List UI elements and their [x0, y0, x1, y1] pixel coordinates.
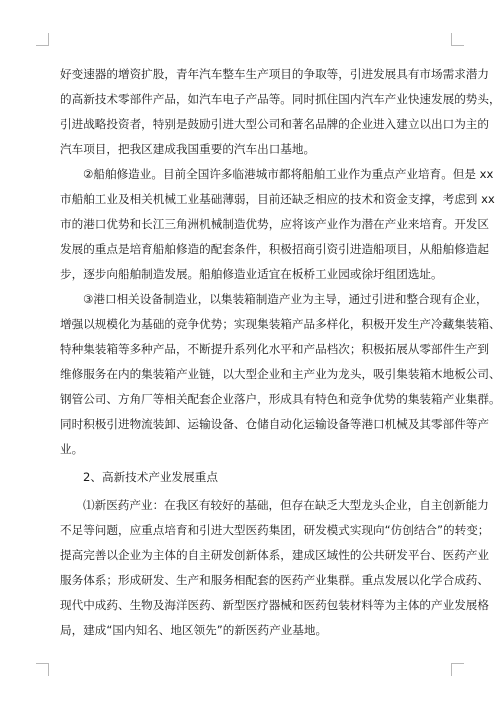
- paragraph-automotive-continuation: [60, 62, 501, 162]
- text-line: 局，建成“国内知名、地区领先”的新医药产业基地。: [60, 623, 328, 637]
- text-line: ③港口相关设备制造业，以集装箱制造产业为主导，通过引进和整合现有企业，: [83, 292, 488, 306]
- text-line: 市船舶工业及相关机械工业基础薄弱，目前还缺乏相应的技术和资金支撑，考虑到 xx: [60, 192, 495, 206]
- paragraph-port-equipment: [60, 287, 501, 462]
- crop-mark-top-right: [451, 33, 464, 46]
- text-line: 提高完善以企业为主体的自主研发创新体系，建成区域性的公共研发平台、医药产业: [60, 548, 489, 562]
- text-line: 不足等问题，应重点培育和引进大型医药集团，研发模式实现向“仿创结合”的转变；: [60, 523, 490, 537]
- text-line: 市的港口优势和长江三角洲机械制造优势，应将该产业作为潜在产业来培育。开发区: [60, 217, 489, 231]
- text-line: 钢管公司、方角厂等相关配套企业落户，形成具有特色和竞争优势的集装箱产业集群。: [60, 392, 501, 406]
- crop-mark-top-left: [36, 33, 49, 46]
- text-line: 引进战略投资者，特别是鼓励引进大型公司和著名品牌的企业进入建立以出口为主的: [60, 117, 489, 131]
- text-line: 特种集装箱等多种产品，不断提升系列化水平和产品档次；积极拓展从零部件生产到: [60, 342, 489, 356]
- text-line: 同时积极引进物流装卸、运输设备、仓储自动化运输设备等港口机械及其零部件等产: [60, 417, 489, 431]
- text-line: 发展的重点是培育船舶修造的配套条件，积极招商引资引进造船项目，从船舶修造起: [60, 242, 489, 256]
- text-line: ⑴新医药产业：在我区有较好的基础，但存在缺乏大型龙头企业，自主创新能力: [83, 498, 489, 512]
- text-line: 服务体系；形成研发、生产和服务相配套的医药产业集群。重点发展以化学合成药、: [60, 573, 489, 587]
- text-line: 维修服务在内的集装箱产业链，以大型企业和主产业为龙头，吸引集装箱木地板公司、: [60, 367, 501, 381]
- text-line: 汽车项目，把我区建成我国重要的汽车出口基地。: [60, 142, 316, 156]
- crop-mark-bottom-left: [36, 663, 49, 676]
- section-heading-hightech: [60, 465, 446, 490]
- text-line: 业。: [60, 442, 84, 456]
- text-line: 好变速器的增资扩股，青年汽车整车生产项目的争取等，引进发展具有市场需求潜力: [60, 67, 489, 81]
- document-body: [60, 62, 501, 643]
- text-line: 步，逐步向船舶制造发展。船舶修造业适宜在板桥工业园或徐圩组团选址。: [60, 267, 443, 281]
- section-heading: 2、高新技术产业发展重点: [83, 470, 218, 484]
- text-line: ②船舶修造业。目前全国许多临港城市都将船舶工业作为重点产业培育。但是 xx: [83, 167, 494, 181]
- text-line: 的高新技术零部件产品，如汽车电子产品等。同时抓住国内汽车产业快速发展的势头，: [60, 92, 501, 106]
- crop-mark-bottom-right: [451, 663, 464, 676]
- paragraph-new-medicine: [60, 493, 490, 643]
- text-line: 现代中成药、生物及海洋医药、新型医疗器械和医药包装材料等为主体的产业发展格: [60, 598, 489, 612]
- paragraph-shipbuilding: [60, 162, 495, 287]
- text-line: 增强以规模化为基础的竞争优势；实现集装箱产品多样化，积极开发生产冷藏集装箱、: [60, 317, 501, 331]
